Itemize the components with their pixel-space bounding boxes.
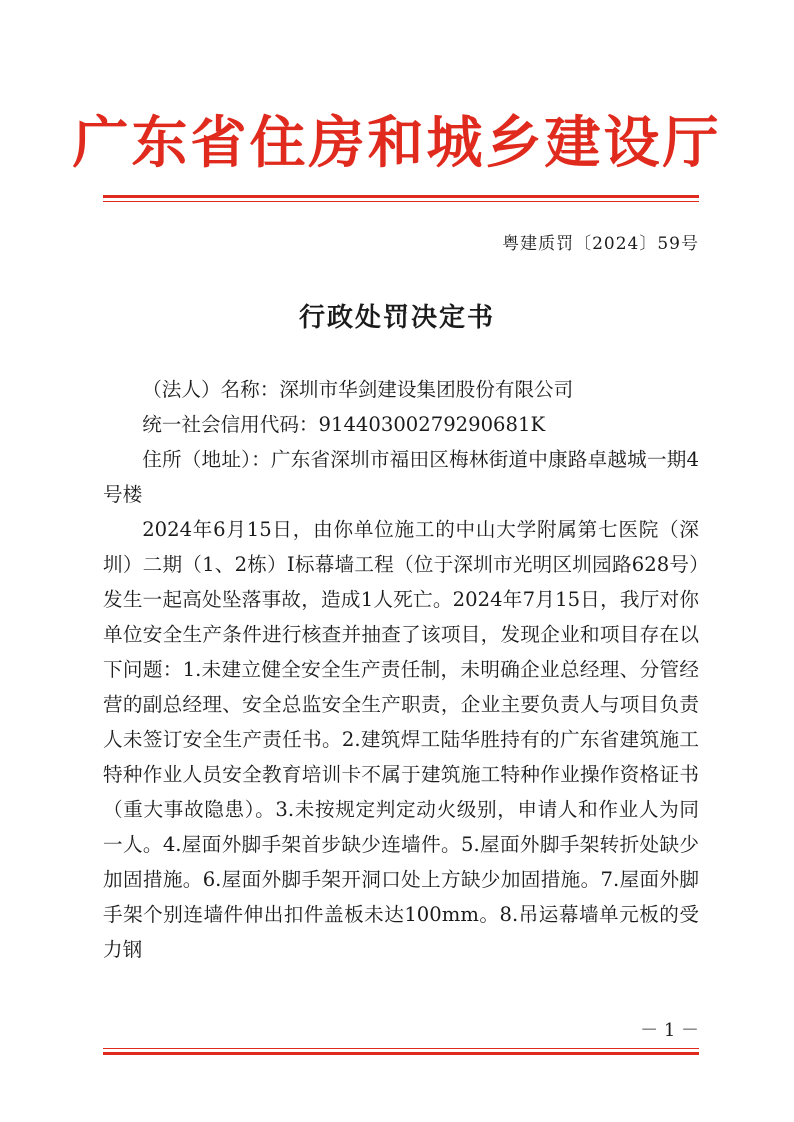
party-name-line: （法人）名称：深圳市华剑建设集团股份有限公司 [142,378,574,401]
letterhead-red-rule-thin [103,201,699,202]
document-number: 粤建质罚〔2024〕59号 [502,234,699,254]
address-line: 住所（地址）：广东省深圳市福田区梅林街道中康路卓越城一期4号楼 [103,448,699,506]
footer-red-rule-thick [103,1052,699,1055]
body-paragraph: 2024年6月15日，由你单位施工的中山大学附属第七医院（深圳）二期（1、2栋）I标幕墙工程（位于深圳市光明区圳园路628号）发生一起高处坠落事故，造成1人死亡。2024年7月15日，我厅对你单位安全生产条件进行核查并抽查了该项目，发现企业和项目存在以下问题：1.未建立健全安全生产责任制，未明确企业总经理、分管经营的副总经理、安全总监安全生产职责，企业主要负责人与项目负责人未签订安全生产责任书。2.建筑焊工陆华胜持有的广东省建筑施工特种作业人员安全教育培训卡不属于建筑施工特种作业操作资格证书（重大事故隐患）。3.未按规定判定动火级别，申请人和作业人为同一人。4.屋面外脚手架首步缺少连墙件。5.屋面外脚手架转折处缺少加固措施。6.屋面外脚手架开洞口处上方缺少加固措施。7.屋面外脚手架个别连墙件伸出扣件盖板未达100mm。8.吊运幕墙单元板的受力钢 [103,518,699,961]
credit-code-line: 统一社会信用代码：91440300279290681K [142,413,546,436]
page-number: － 1 － [640,1020,699,1041]
document-title: 行政处罚决定书 [298,303,495,333]
document-body [103,372,699,967]
agency-letterhead-title: 广东省住房和城乡建设厅 [72,110,722,176]
letterhead-red-rule-thick [103,195,699,198]
footer-red-rule-thin [103,1048,699,1049]
